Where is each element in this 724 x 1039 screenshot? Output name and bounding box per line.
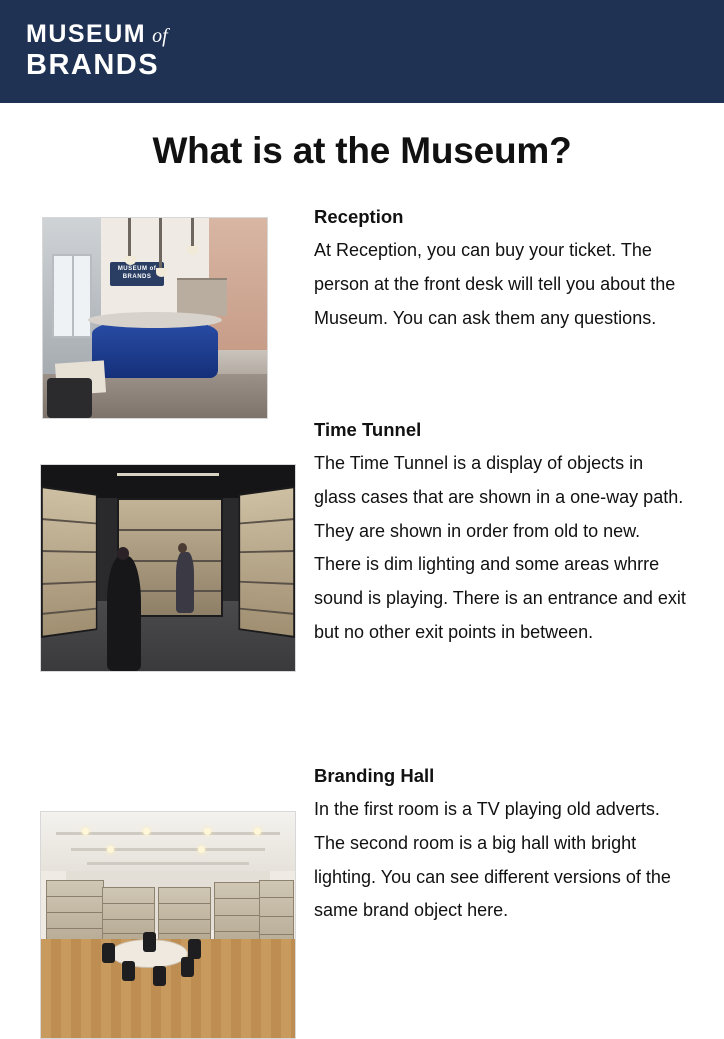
reception-text-block [314,205,690,335]
logo-text-brands: BRANDS [26,49,160,81]
page-header [0,0,724,103]
reception-wall-sign-text: MUSEUM of BRANDS [117,266,157,280]
branding-hall-body: In the first room is a TV playing old adverts. The second room is a big hall with bright lighting. You can see different versions of the same brand object here. [314,798,671,921]
museum-of-brands-logo [26,22,168,80]
branding-hall-photo [40,811,296,1039]
logo-text-museum: MUSEUM [26,20,147,48]
page-title: What is at the Museum? [152,130,572,171]
branding-hall-heading: Branding Hall [314,765,435,786]
branding-hall-text-block [314,764,690,928]
time-tunnel-photo [40,464,296,672]
reception-photo [42,217,268,419]
reception-body: At Reception, you can buy your ticket. The person at the front desk will tell you about the Museum. You can ask them any questions. [314,239,676,328]
logo-text-of: of [152,25,168,47]
reception-heading: Reception [314,206,404,227]
time-tunnel-text-block [314,418,690,650]
time-tunnel-body: The Time Tunnel is a display of objects in glass cases that are shown in a one-way path. They are shown in order from old to new. There is dim lighting and some areas whrre sound is playing. There is an entrance and exit but no other exit points in between. [314,452,686,643]
time-tunnel-heading: Time Tunnel [314,419,422,440]
